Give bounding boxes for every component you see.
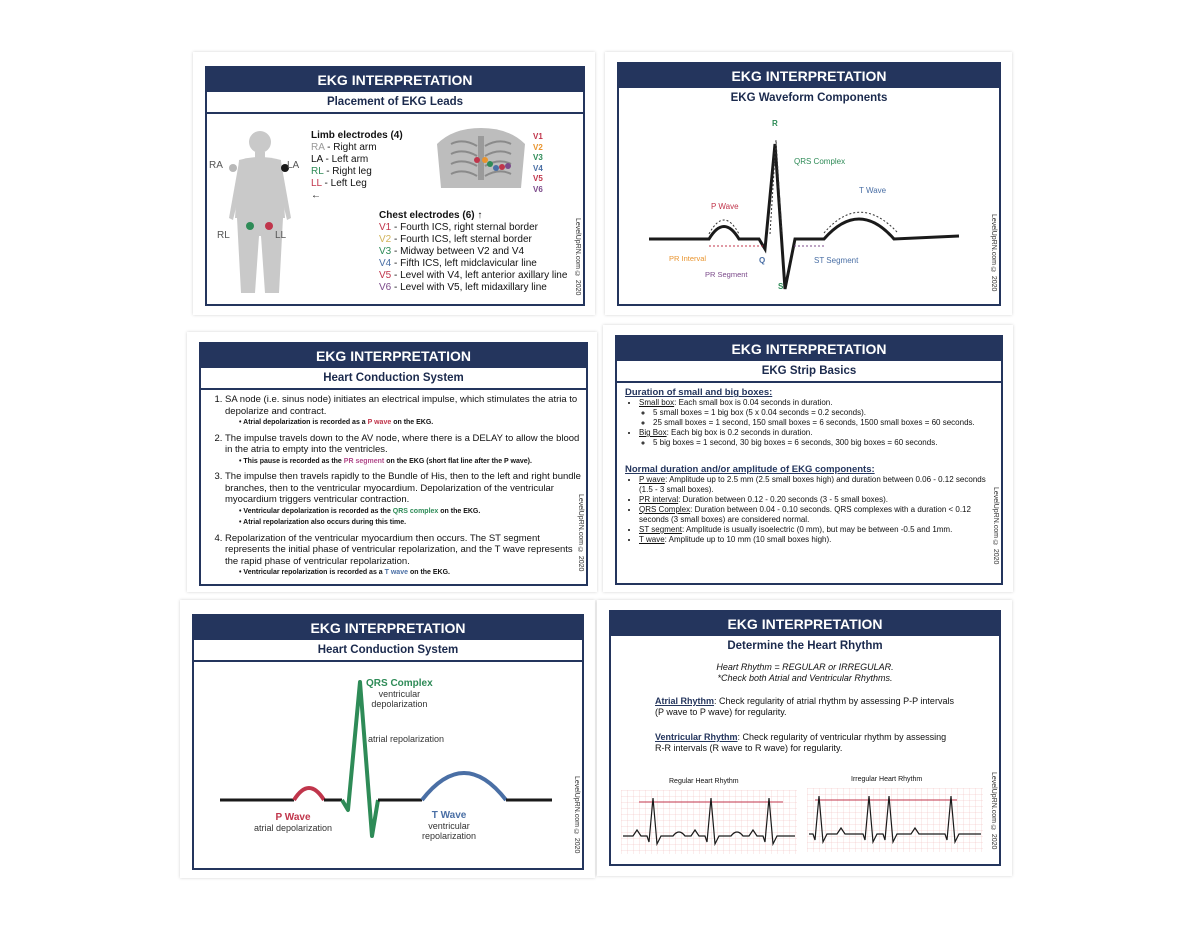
step-text: SA node (i.e. sinus node) initiates an electrical impulse, which stimulates the atria to depolarize and contract. [225,394,578,417]
component-list [625,475,989,545]
twave-label [422,810,476,841]
chest-text: - Fourth ICS, left sternal border [391,234,532,245]
watermark: LevelUpRN.com © 2020 [574,218,581,296]
item-text: : Each small box is 0.04 seconds in duration. [674,398,833,407]
chest-legend [533,132,543,195]
watermark: LevelUpRN.com © 2020 [990,772,997,850]
bullet-pre: Ventricular repolarization is recorded as a [243,569,385,576]
card-subtitle: Heart Conduction System [201,368,586,390]
pwave-desc: atrial depolarization [254,823,333,833]
card-frame [617,62,1001,306]
item-label: Small box [639,398,675,407]
label-pwave: P Wave [711,202,739,211]
chest-item [379,270,567,282]
qrs-desc: ventricular [378,689,421,699]
chest-code: V3 [379,246,392,257]
item-label: PR interval [639,495,679,504]
component-item [639,535,989,545]
step-text: The impulse travels down to the AV node, where there is a DELAY to allow the blood in the atria to empty into the ventricles. [225,432,580,455]
limb-code: RA [311,142,325,153]
card-frame [199,342,588,586]
item-text: : Duration between 0.12 - 0.20 seconds (3 - 5 small boxes). [678,495,889,504]
watermark: LevelUpRN.com © 2020 [990,214,997,292]
label-s: S [778,282,784,291]
step-bullet: • Ventricular depolarization is recorded as the QRS complex on the EKG. [239,507,481,515]
component-item [639,475,989,495]
component-item [639,525,989,535]
label-twave: T Wave [859,186,887,195]
chest-code: V1 [379,222,392,233]
legend-v4: V4 [533,163,543,173]
item-label: QRS Complex [639,505,691,514]
limb-electrodes [311,130,403,202]
atrial-block [655,696,955,718]
label-r: R [772,119,778,128]
atrial-label: Atrial Rhythm [655,696,715,706]
bullet-pre: Atrial depolarization is recorded as a [243,419,368,426]
twave-desc: ventricular [428,821,470,831]
box-list [625,398,989,448]
limb-item [311,178,403,190]
chest-item [379,282,567,294]
legend-v2: V2 [533,142,543,152]
item-label: P wave [639,475,666,484]
pwave-label [254,812,332,833]
item-label: ST segment [639,525,682,534]
chest-item [379,258,567,270]
bullet-highlight: PR segment [343,457,385,465]
limb-item [311,154,403,166]
bullet-pre: This pause is recorded as the [243,457,344,465]
card-frame [615,335,1003,585]
watermark: LevelUpRN.com © 2020 [992,487,999,565]
item-label: Big Box [639,428,667,437]
strip-content [625,387,989,545]
step-item [225,433,585,468]
bullet-highlight: T wave [384,569,408,576]
card-title: EKG INTERPRETATION [611,612,999,636]
label-ll: LL [275,230,287,241]
label-ra: RA [209,160,223,171]
card-strip-basics [603,325,1013,592]
qrs-title: QRS Complex [366,678,433,689]
limb-text: - Left arm [322,154,369,165]
box-item [639,428,989,448]
item-text: : Amplitude up to 2.5 mm (2.5 small boxes high) and duration between 0.06 - 0.12 seconds (1.5 - 3 small boxes). [639,475,986,494]
label-qrs: QRS Complex [794,157,846,166]
chest-code: V6 [379,282,392,293]
legend-v1: V1 [533,132,543,141]
chest-electrodes [379,210,567,294]
rhythm-line: Heart Rhythm = REGULAR or IRREGULAR. [716,662,894,672]
chest-heading: Chest electrodes (6) ↑ [379,210,483,221]
label-pr-segment: PR Segment [705,270,748,279]
step-item [225,471,585,529]
conduction-steps [207,394,585,583]
legend-v5: V5 [533,174,543,183]
chest-figure [433,124,529,190]
card-subtitle: Determine the Heart Rhythm [727,640,883,652]
legend-v3: V3 [533,153,543,162]
chest-item [379,222,567,234]
bullet-post: on the EKG. [438,507,481,515]
bullet-highlight: QRS complex [392,507,439,515]
label-rl: RL [217,230,230,241]
regular-strip [621,790,797,854]
chest-code: V4 [379,258,392,269]
card-conduction-system-text [187,332,597,592]
card-subtitle: EKG Strip Basics [617,361,1001,383]
waveform-diagram [639,114,969,294]
step-item [225,533,585,579]
body-figure [213,128,309,296]
card-subtitle: EKG Waveform Components [730,92,888,104]
limb-text: - Right leg [323,166,372,177]
limb-code: RL [311,166,324,177]
sub-list [639,408,989,428]
chest-item [379,234,567,246]
card-lead-placement [193,52,595,315]
vent-label: Ventricular Rhythm [655,732,738,742]
bullet-post: on the EKG (short flat line after the P wave). [384,457,532,465]
card-frame [609,610,1001,866]
arrow-left-icon: ← [311,190,321,201]
rhythm-text [611,662,999,684]
label-pr-interval: PR Interval [669,254,707,263]
component-item [639,495,989,505]
bullet-post: on the EKG. [391,419,434,426]
legend-v6: V6 [533,184,543,194]
step-bullet: • Atrial depolarization is recorded as a P wave on the EKG. [239,419,434,426]
pwave-title: P Wave [275,812,311,823]
chest-text: - Fifth ICS, left midclavicular line [391,258,537,269]
irregular-strip [807,788,983,852]
regular-label: Regular Heart Rhythm [669,778,739,785]
sub-item: ◦ 25 small boxes = 1 second, 150 small boxes = 6 seconds, 1500 small boxes = 60 seconds. [653,418,989,428]
vent-text: : Check regularity of ventricular rhythm by assessing R-R intervals (R wave to R wave) for regularity. [655,732,947,753]
card-waveform-components [605,52,1012,315]
card-subtitle: Heart Conduction System [194,640,582,662]
twave-title: T Wave [431,810,467,821]
sub-item: ◦ 5 big boxes = 1 second, 30 big boxes = 6 seconds, 300 big boxes = 60 seconds. [653,438,989,448]
label-q: Q [759,256,766,265]
bullet-pre: Atrial repolarization also occurs during this time. [243,519,407,526]
section-heading: Normal duration and/or amplitude of EKG components: [625,464,875,475]
irregular-label: Irregular Heart Rhythm [851,776,923,783]
card-title: EKG INTERPRETATION [617,337,1001,361]
sub-list [639,438,989,448]
item-text: : Each big box is 0.2 seconds in duration. [666,428,813,437]
limb-text: - Left Leg [321,178,367,189]
card-title: EKG INTERPRETATION [207,68,583,92]
card-title: EKG INTERPRETATION [194,616,582,640]
chest-text: - Level with V5, left midaxillary line [391,282,547,293]
item-text: : Duration between 0.04 - 0.10 seconds. QRS complexes with a duration < 0.12 seconds (3 small boxes) are considered normal. [639,505,971,524]
bullet-post: on the EKG. [408,569,450,576]
step-bullet: • Atrial repolarization also occurs during this time. [239,519,407,526]
watermark: LevelUpRN.com © 2020 [573,776,580,854]
component-item [639,505,989,525]
step-bullet: • This pause is recorded as the PR segment on the EKG (short flat line after the P wave). [239,457,532,465]
atrial-text: : Check regularity of atrial rhythm by assessing P-P intervals (P wave to P wave) for regularity. [655,696,954,717]
bullet-pre: Ventricular depolarization is recorded as the [243,507,393,515]
limb-item [311,142,403,154]
card-frame [205,66,585,306]
box-item [639,398,989,428]
watermark: LevelUpRN.com © 2020 [577,494,584,572]
section-heading: Duration of small and big boxes: [625,387,773,398]
step-bullet: • Ventricular repolarization is recorded as a T wave on the EKG. [239,569,450,576]
item-text: : Amplitude up to 10 mm (10 small boxes high). [664,535,832,544]
limb-item [311,166,403,178]
bullet-highlight: P wave [367,419,392,426]
qrs-desc: depolarization [371,699,428,709]
step-item [225,394,585,429]
card-heart-rhythm [597,600,1012,876]
twave-desc: repolarization [422,831,477,841]
limb-heading: Limb electrodes (4) [311,130,403,141]
item-text: : Amplitude is usually isoelectric (0 mm), but may be between -0.5 and 1mm. [681,525,953,534]
chest-text: - Level with V4, left anterior axillary line [391,270,568,281]
ventricular-block [655,732,955,754]
atrial-repol-label: atrial repolarization [368,734,445,744]
qrs-label [366,678,433,709]
chest-item [379,246,567,258]
chest-text: - Midway between V2 and V4 [391,246,525,257]
card-subtitle: Placement of EKG Leads [207,92,583,114]
item-label: T wave [639,535,665,544]
limb-code: LL [311,178,322,189]
card-title: EKG INTERPRETATION [619,64,999,88]
sub-item: ◦ 5 small boxes = 1 big box (5 x 0.04 seconds = 0.2 seconds). [653,408,989,418]
limb-code: LA [311,154,323,165]
card-conduction-diagram [180,600,595,878]
card-frame [192,614,584,870]
step-text: The impulse then travels rapidly to the Bundle of His, then to the left and right bundle branches, then to the ventricular myocardium. Depolarization of the ventricular myocardium triggers ventricular contraction. [225,471,581,505]
label-st: ST Segment [814,256,859,265]
label-la: LA [287,160,300,171]
card-title: EKG INTERPRETATION [201,344,586,368]
chest-text: - Fourth ICS, right sternal border [391,222,538,233]
chest-code: V5 [379,270,392,281]
step-text: Repolarization of the ventricular myocardium then occurs. The ST segment represents the initial phase of ventricular repolarization, and the T wave represents the rapid phase of ventricular repolarization. [225,532,573,567]
chest-code: V2 [379,234,392,245]
limb-text: - Right arm [324,142,377,153]
check-line: *Check both Atrial and Ventricular Rhythms. [717,673,893,683]
